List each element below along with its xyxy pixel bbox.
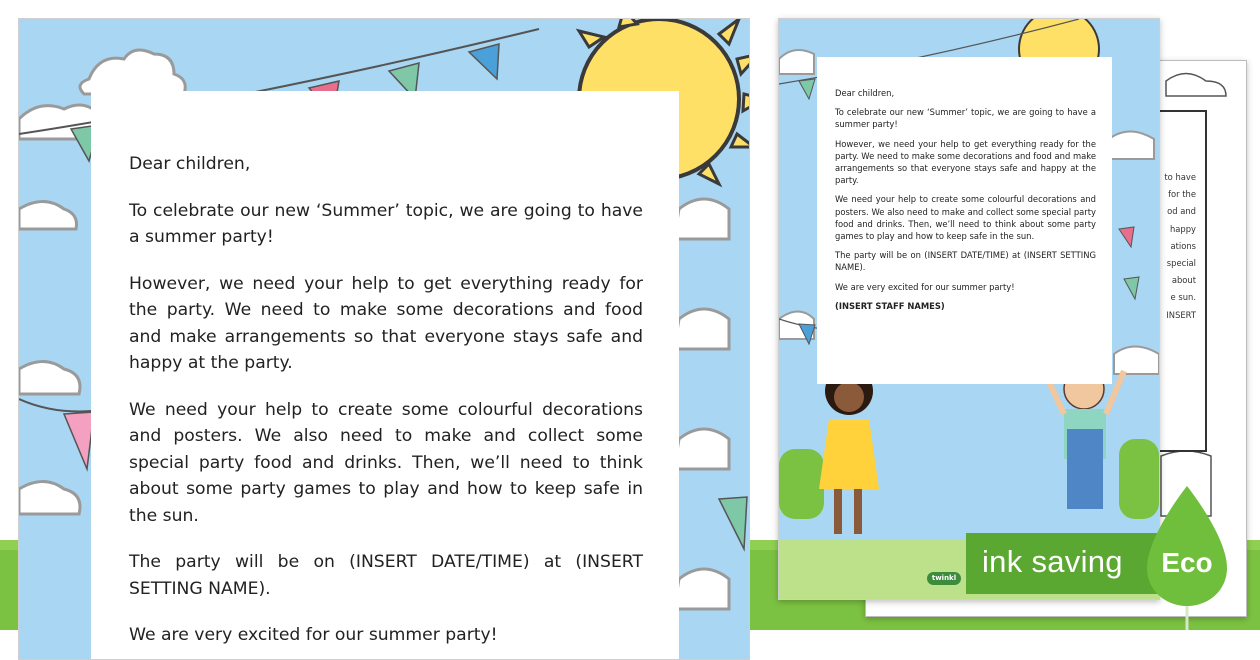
bw-text-fragment: happy [1169,223,1196,234]
bw-text-fragment: ations [1170,240,1196,251]
letter-paragraph: However, we need your help to get everything ready for the party. We need to make some decorations and food and make arrangements so that everyone stays safe and happy at the party. [835,138,1096,186]
boy-illustration [1044,369,1124,509]
ink-saving-banner [966,533,1170,594]
letter-paragraph: We are very excited for our summer party! [835,281,1015,292]
ink-saving-label: ink saving [982,544,1123,579]
letter-greeting: Dear children, [835,88,895,98]
bw-text-fragment: to have [1164,172,1196,182]
large-letter-preview [18,18,750,660]
eco-drop-icon [1147,486,1247,630]
bw-text-fragment: for the [1168,189,1196,200]
eco-badge-label: Eco [1161,547,1213,578]
staff-names-placeholder: (INSERT STAFF NAMES) [835,300,945,311]
bw-text-fragment: e sun. [1170,292,1196,303]
letter-body [91,91,679,660]
bw-text-fragment: about [1171,275,1196,286]
twinkl-logo: twinkl [927,572,961,585]
letter-greeting: Dear children, [129,154,251,174]
bw-text-fragment: special [1166,258,1196,269]
bw-text-fragment: od and [1167,206,1196,217]
letter-paragraph: The party will be on (INSERT DATE/TIME) at (INSERT SETTING NAME). [129,552,643,599]
letter-paragraph: We need your help to create some colourful decorations and posters. We also need to make and collect some special party food and drinks. Then, we’ll need to think about some party games to play and how to keep safe in the sun. [129,399,643,526]
letter-paragraph: We are very excited for our summer party! [129,625,498,645]
letter-body-small [817,57,1112,384]
bw-text-fragment: INSERT [1166,309,1196,320]
small-letter-preview [778,18,1160,600]
letter-paragraph: To celebrate our new ‘Summer’ topic, we are going to have a summer party! [835,107,1096,130]
girl-illustration [819,367,879,534]
letter-paragraph: To celebrate our new ‘Summer’ topic, we are going to have a summer party! [129,200,643,247]
letter-paragraph: However, we need your help to get everything ready for the party. We need to make some decorations and food and make arrangements so that everyone stays safe and happy at the party. [129,273,643,373]
letter-paragraph: We need your help to create some colourful decorations and posters. We also need to make and collect some special party food and drinks. Then, we’ll need to think about some party games to play and how to keep safe in the sun. [835,194,1096,242]
letter-paragraph: The party will be on (INSERT DATE/TIME) at (INSERT SETTING NAME). [835,250,1096,273]
